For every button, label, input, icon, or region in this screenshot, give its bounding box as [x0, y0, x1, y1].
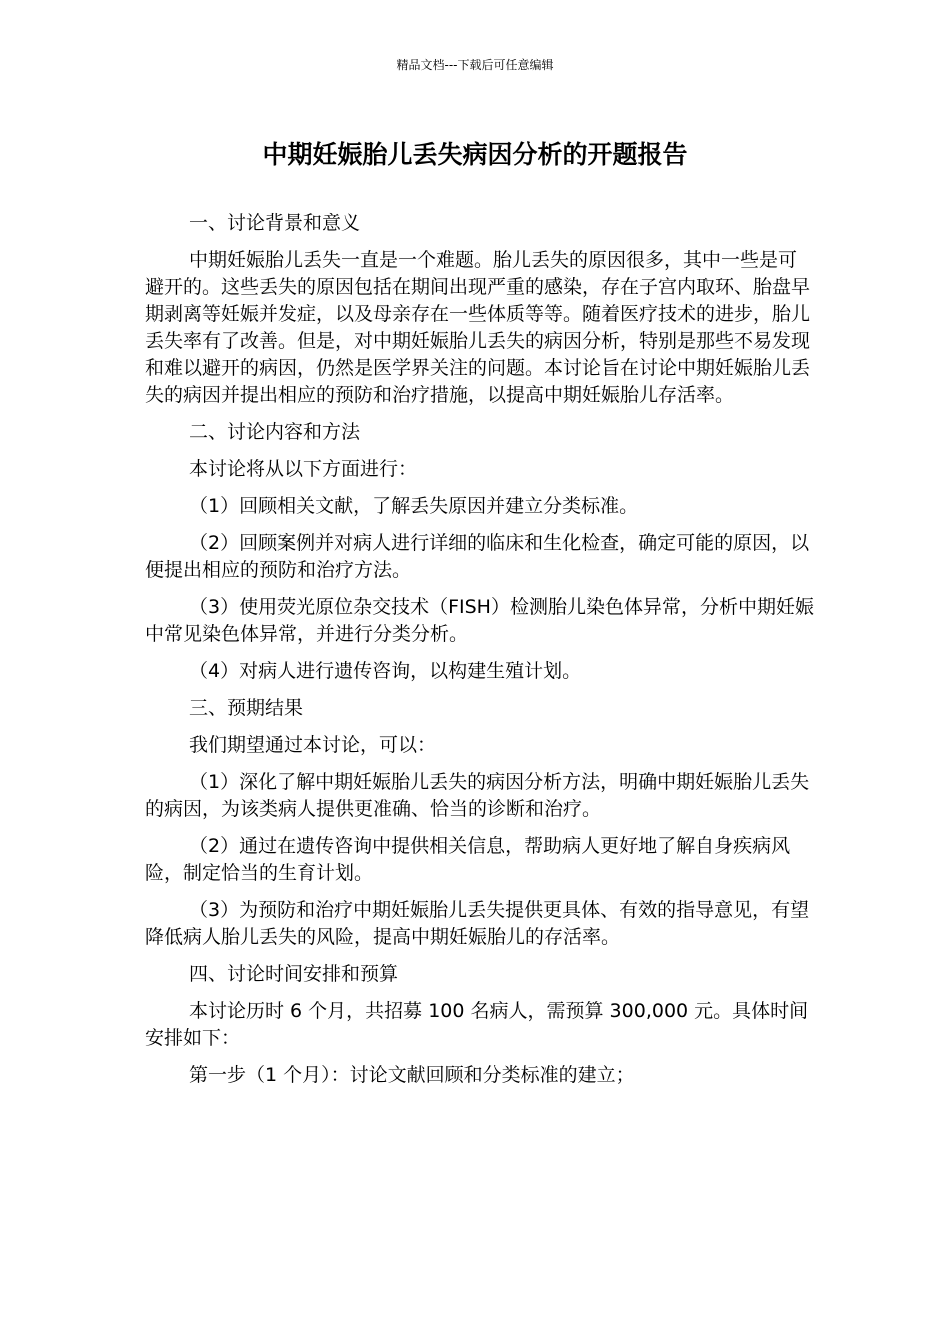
header-note: 精品文档---下载后可任意编辑: [396, 58, 554, 72]
results-item: （1）深化了解中期妊娠胎儿丢失的病因分析方法，明确中期妊娠胎儿丢失的病因，为该类病人提供更准确、恰当的诊断和治疗。: [145, 771, 810, 820]
methods-item: （3）使用荧光原位杂交技术（FISH）检测胎儿染色体异常，分析中期妊娠中常见染色体异常，并进行分类分析。: [145, 596, 814, 645]
results-item: （2）通过在遗传咨询中提供相关信息，帮助病人更好地了解自身疾病风险，制定恰当的生育计划。: [145, 835, 791, 884]
paragraph-background: 中期妊娠胎儿丢失一直是一个难题。胎儿丢失的原因很多，其中一些是可避开的。这些丢失的原因包括在期间出现严重的感染，存在子宫内取环、胎盘早期剥离等妊娠并发症，以及母亲存在一些体质等等。随着医疗技术的进步，胎儿丢失率有了改善。但是，对中期妊娠胎儿丢失的病因分析，特别是那些不易发现和难以避开的病因，仍然是医学界关注的问题。本讨论旨在讨论中期妊娠胎儿丢失的病因并提出相应的预防和治疗措施，以提高中期妊娠胎儿存活率。: [145, 249, 811, 406]
methods-item: （1）回顾相关文献，了解丢失原因并建立分类标准。: [189, 495, 639, 517]
section-heading-methods: 二、讨论内容和方法: [189, 421, 361, 443]
section-heading-schedule-budget: 四、讨论时间安排和预算: [189, 963, 399, 985]
results-item: （3）为预防和治疗中期妊娠胎儿丢失提供更具体、有效的指导意见，有望降低病人胎儿丢失的风险，提高中期妊娠胎儿的存活率。: [145, 899, 810, 948]
paragraph-results-intro: 我们期望通过本讨论，可以：: [189, 734, 437, 756]
document-title: 中期妊娠胎儿丢失病因分析的开题报告: [262, 140, 688, 169]
section-heading-expected-results: 三、预期结果: [189, 697, 304, 719]
document-body: [145, 210, 815, 1099]
paragraph-methods-intro: 本讨论将从以下方面进行：: [189, 458, 418, 480]
methods-item: （2）回顾案例并对病人进行详细的临床和生化检查，确定可能的原因，以便提出相应的预防和治疗方法。: [145, 532, 810, 581]
section-heading-background: 一、讨论背景和意义: [189, 212, 361, 234]
schedule-step: 第一步（1 个月）：讨论文献回顾和分类标准的建立；: [189, 1064, 635, 1086]
methods-item: （4）对病人进行遗传咨询，以构建生殖计划。: [189, 660, 582, 682]
paragraph-schedule-budget: 本讨论历时 6 个月，共招募 100 名病人，需预算 300,000 元。具体时间安排如下：: [145, 1000, 809, 1049]
